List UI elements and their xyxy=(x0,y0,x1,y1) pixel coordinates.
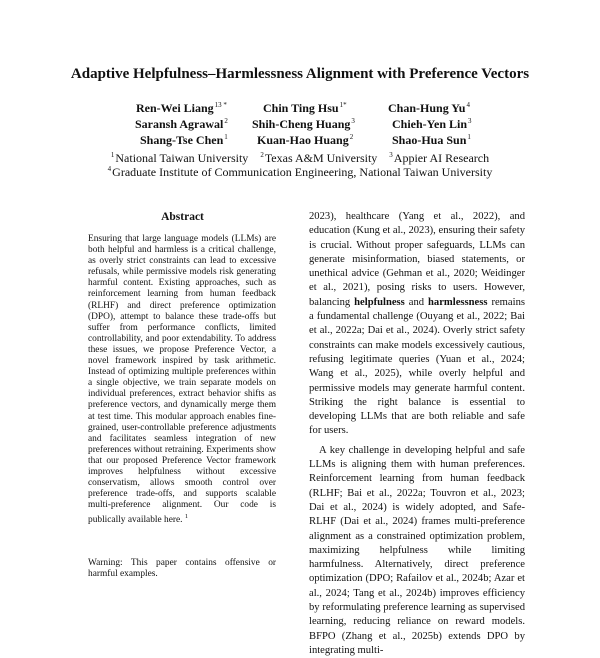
abstract-heading: Abstract xyxy=(161,211,204,223)
affiliations-line-1: $^1$National Taiwan University $^2$Texas A&M University $^3$Appier AI Research xyxy=(110,151,490,165)
author: Saransh Agrawal$^2$ xyxy=(135,117,228,131)
author: Ren-Wei Liang$^{13 *}$ xyxy=(136,101,227,115)
warning-note: Warning: This paper contains offensive or harmful examples. xyxy=(88,558,276,580)
author: Shih-Cheng Huang$^3$ xyxy=(252,117,355,131)
abstract-body: Ensuring that large language models (LLMs) are both helpful and harmless is a critical challenge, as overly strict constraints can lead to excessive refusals, while permissive models risk generating harmful content. Existing approaches, such as reinforcement learning from human feedback (RLHF) and direct preference optimization (DPO), attempt to balance these trade-offs but suffer from performance conflicts, limited controllability, and poor extendability. To address these issues, we propose Preference Vector, a novel framework inspired by task arithmetic. Instead of optimizing multiple preferences within a single objective, we train separate models on individual preferences, extract behavior shifts as preference vectors, and dynamically merge them at test time. This modular approach enables fine-grained, user-controllable preference adjustments and facilitates seamless integration of new preferences without retraining. Experiments show that our proposed Preference Vector framework improves helpfulness without excessive conservatism, allows smooth control over preference trade-offs, and supports scalable multi-preference alignment. Our code is publically available here. $^1$ xyxy=(88,234,276,526)
author: Shang-Tse Chen$^1$ xyxy=(140,133,228,147)
author: Shao-Hua Sun$^1$ xyxy=(392,133,471,147)
affiliations-line-2: $^4$Graduate Institute of Communication Engineering, National Taiwan University xyxy=(107,165,493,179)
author: Chin Ting Hsu$^{1*}$ xyxy=(263,101,347,115)
paragraph: A key challenge in developing helpful and safe LLMs is aligning them with human preferences. Reinforcement learning from human feedback (RLHF; Bai et al., 2022a; Touvron et al., 2023; Dai et al., 2024) is widely adopted, and Safe-RLHF (Dai et al., 2024) frames multi-preference alignment as a constrained optimization problem, maximizing helpfulness while limiting harmfulness. Alternatively, direct preference optimization (DPO; Rafailov et al., 2024b; Azar et al., 2024; Tang et al., 2024b) improves efficiency by reformulating preference learning as supervised learning, reducing reliance on reward models. BFPO (Zhang et al., 2025b) extends DPO by integrating multi- xyxy=(309,444,525,656)
introduction-column xyxy=(309,210,525,658)
footnote-mark: 1 xyxy=(184,513,189,521)
paragraph: 2023), healthcare (Yang et al., 2022), and education (Kung et al., 2023), ensuring their safety is crucial. Without proper safeguards, LLMs can generate misinformation, biased statements, or unethical advice (Gehman et al., 2020; Weidinger et al., 2021), posing risks to users. However, balancing helpfulness and harmlessness remains a fundamental challenge (Ouyang et al., 2022; Bai et al., 2022a; Dai et al., 2024). Overly strict safety constraints can make models excessively cautious, refusing legitimate queries (Yuan et al., 2024; Wang et al., 2025), while overly helpful and permissive models may generate harmful content. Striking the right balance is essential to developing LLMs that are both reliable and safe for users. xyxy=(309,211,525,437)
paper-title: Adaptive Helpfulness–Harmlessness Alignment with Preference Vectors xyxy=(70,66,530,82)
author: Chan-Hung Yu$^4$ xyxy=(388,101,470,115)
author: Chieh-Yen Lin$^3$ xyxy=(392,117,472,131)
author: Kuan-Hao Huang$^2$ xyxy=(257,133,354,147)
